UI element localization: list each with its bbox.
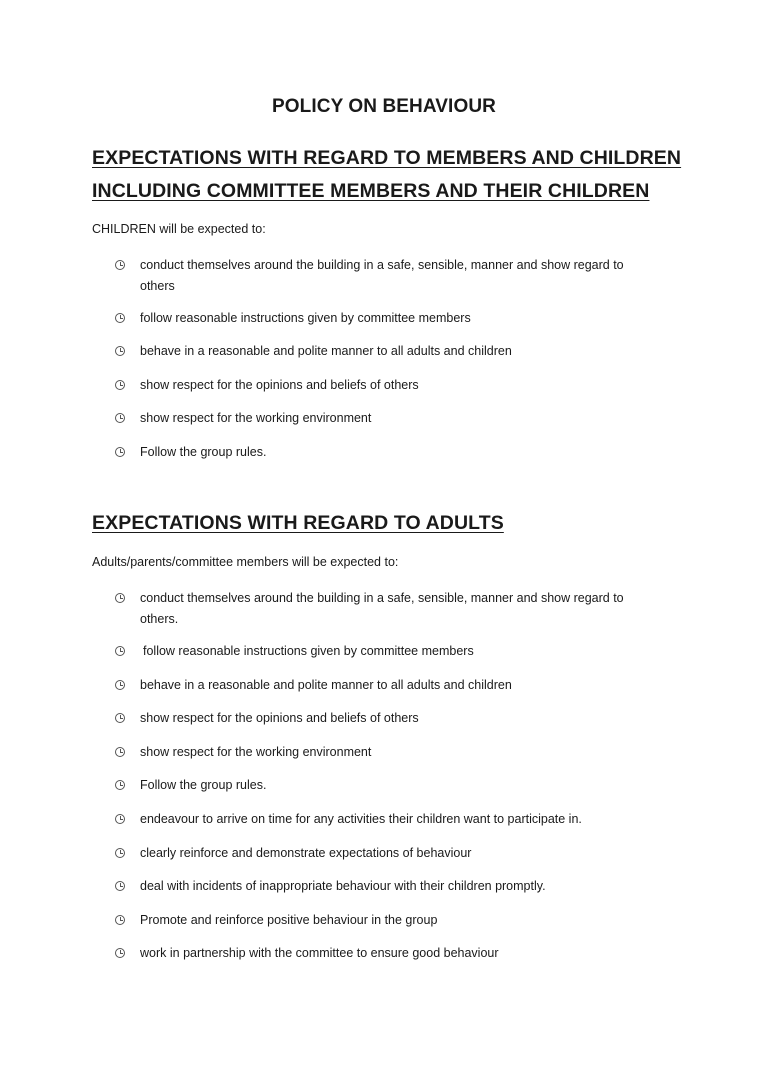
list-item-text: work in partnership with the committee to ensure good behaviour [140, 946, 499, 960]
clock-icon [115, 260, 125, 270]
clock-icon [115, 646, 125, 656]
list-item-text: conduct themselves around the building in a safe, sensible, manner and show regard to others. [140, 591, 624, 626]
clock-icon [115, 747, 125, 757]
list-item-text: clearly reinforce and demonstrate expectations of behaviour [140, 846, 472, 860]
section1-heading-line2: INCLUDING COMMITTEE MEMBERS AND THEIR CHILDREN [92, 180, 650, 202]
section1-intro: CHILDREN will be expected to: [92, 222, 266, 236]
clock-icon [115, 881, 125, 891]
clock-icon [115, 780, 125, 790]
clock-icon [115, 814, 125, 824]
clock-icon [115, 680, 125, 690]
clock-icon [115, 346, 125, 356]
list-item-text: behave in a reasonable and polite manner to all adults and children [140, 678, 512, 692]
clock-icon [115, 915, 125, 925]
list-item-text: Follow the group rules. [140, 778, 267, 792]
list-item-text: show respect for the opinions and beliefs of others [140, 378, 419, 392]
clock-icon [115, 447, 125, 457]
clock-icon [115, 313, 125, 323]
clock-icon [115, 413, 125, 423]
section2-intro: Adults/parents/committee members will be expected to: [92, 555, 399, 569]
list-item-text: follow reasonable instructions given by committee members [140, 311, 471, 325]
page-title: POLICY ON BEHAVIOUR [272, 96, 496, 117]
clock-icon [115, 948, 125, 958]
list-item-text: conduct themselves around the building in a safe, sensible, manner and show regard to others [140, 258, 624, 293]
list-item-text: behave in a reasonable and polite manner to all adults and children [140, 344, 512, 358]
list-item-text: Promote and reinforce positive behaviour in the group [140, 913, 438, 927]
section2-heading: EXPECTATIONS WITH REGARD TO ADULTS [92, 512, 504, 534]
clock-icon [115, 713, 125, 723]
list-item-text: show respect for the working environment [140, 411, 372, 425]
section1-heading-line1: EXPECTATIONS WITH REGARD TO MEMBERS AND CHILDREN [92, 147, 682, 169]
list-item-text: follow reasonable instructions given by committee members [143, 644, 474, 658]
clock-icon [115, 848, 125, 858]
list-item-text: show respect for the opinions and beliefs of others [140, 711, 419, 725]
clock-icon [115, 593, 125, 603]
clock-icon [115, 380, 125, 390]
list-item-text: Follow the group rules. [140, 445, 267, 459]
list-item-text: endeavour to arrive on time for any activities their children want to participate in. [140, 812, 582, 826]
list-item-text: show respect for the working environment [140, 745, 372, 759]
list-item-text: deal with incidents of inappropriate behaviour with their children promptly. [140, 879, 546, 893]
